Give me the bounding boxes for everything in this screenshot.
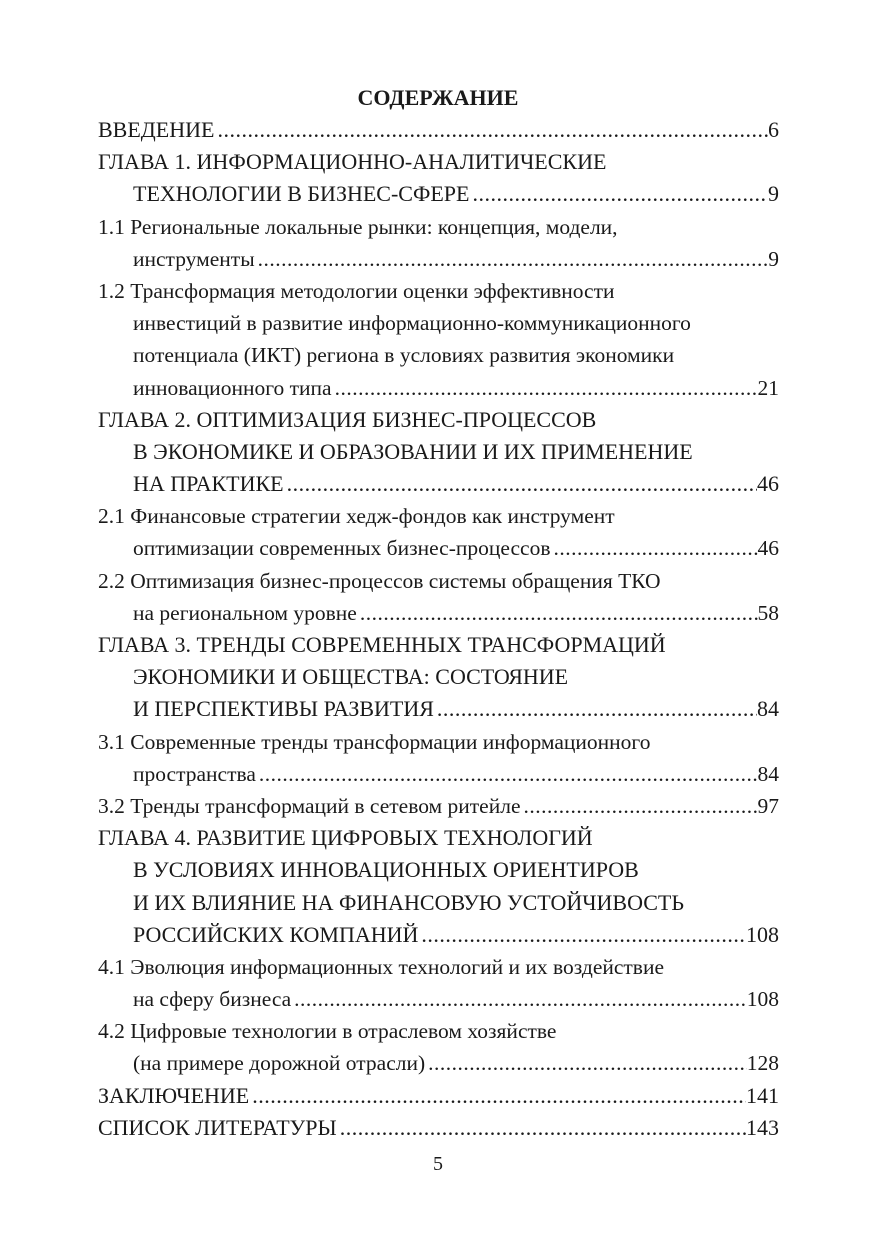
toc-page-number: 108 <box>746 921 779 947</box>
toc-entry-text: 3.1 Современные тренды трансформации информационного <box>98 729 651 754</box>
toc-entry <box>98 629 779 726</box>
toc-entry-line-with-page <box>98 1047 779 1079</box>
toc-entry <box>98 114 779 146</box>
toc-entry-text: ТЕХНОЛОГИИ В БИЗНЕС-СФЕРЕ <box>133 181 470 207</box>
toc-entry-line-with-page <box>98 597 779 629</box>
toc-entry <box>98 404 779 501</box>
toc-entry-text: 4.1 Эволюция информационных технологий и их воздействие <box>98 954 665 979</box>
toc-entry-text: РОССИЙСКИХ КОМПАНИЙ <box>133 921 419 947</box>
dot-leader <box>256 758 758 790</box>
toc-entry-text: ЭКОНОМИКИ И ОБЩЕСТВА: СОСТОЯНИЕ <box>133 664 569 690</box>
toc-entry-text: 3.2 Тренды трансформаций в сетевом ритейле <box>98 793 521 818</box>
toc-entry-line-with-page <box>98 243 779 275</box>
toc-page-number: 46 <box>757 536 779 561</box>
toc-entry <box>98 951 779 1015</box>
toc-page-number: 108 <box>746 987 779 1012</box>
toc-entry-text: на сферу бизнеса <box>133 987 292 1012</box>
dot-leader <box>214 114 768 146</box>
toc-page-number: 97 <box>757 793 779 818</box>
toc-entry-line-with-page <box>98 372 779 404</box>
dot-leader <box>357 597 758 629</box>
toc-entry-text: потенциала (ИКТ) региона в условиях развития экономики <box>133 343 675 368</box>
toc-entry-text: инвестиций в развитие информационно-коммуникационного <box>133 311 691 336</box>
toc-entry <box>98 790 779 822</box>
dot-leader <box>284 468 757 500</box>
dot-leader <box>434 693 757 725</box>
toc-entry-text: инструменты <box>133 246 255 271</box>
toc-page-number: 9 <box>768 181 779 207</box>
toc-page-number: 84 <box>757 761 779 786</box>
toc-entry-line-with-page <box>98 1112 779 1144</box>
toc-entry-text: И ИХ ВЛИЯНИЕ НА ФИНАНСОВУЮ УСТОЙЧИВОСТЬ <box>133 889 684 915</box>
toc-entry-text: (на примере дорожной отрасли) <box>133 1051 426 1076</box>
toc-entry-line-with-page <box>98 983 779 1015</box>
toc-entry-text: оптимизации современных бизнес-процессов <box>133 536 551 561</box>
dot-leader <box>418 919 746 951</box>
toc-page-number: 128 <box>746 1051 779 1076</box>
dot-leader <box>521 790 758 822</box>
toc-entry-line-with-page <box>98 693 779 725</box>
toc-entry-text: НА ПРАКТИКЕ <box>133 471 284 497</box>
toc-entry-text: 1.2 Трансформация методологии оценки эффективности <box>98 278 615 303</box>
toc-entry-text: на региональном уровне <box>133 600 357 625</box>
page-title: СОДЕРЖАНИЕ <box>357 85 519 110</box>
toc-entry-text: ГЛАВА 3. ТРЕНДЫ СОВРЕМЕННЫХ ТРАНСФОРМАЦИЙ <box>98 632 666 657</box>
toc-entry <box>98 1080 779 1112</box>
toc-page-number: 9 <box>768 246 779 271</box>
toc-entry <box>98 565 779 629</box>
toc-entry-line-with-page <box>98 114 779 146</box>
toc-entry <box>98 1112 779 1144</box>
dot-leader <box>249 1080 746 1112</box>
toc-page-number: 141 <box>746 1082 779 1108</box>
toc-entry-text: В ЭКОНОМИКЕ И ОБРАЗОВАНИИ И ИХ ПРИМЕНЕНИЕ <box>133 438 693 464</box>
dot-leader <box>255 243 769 275</box>
toc-entry-text: ВВЕДЕНИЕ <box>98 117 215 142</box>
toc-entry-text: 2.2 Оптимизация бизнес-процессов системы обращения ТКО <box>98 568 661 593</box>
toc-entry <box>98 211 779 275</box>
toc-page-number: 84 <box>757 696 779 722</box>
toc-entry-text: ГЛАВА 1. ИНФОРМАЦИОННО-АНАЛИТИЧЕСКИЕ <box>98 149 607 175</box>
toc-entry <box>98 146 779 210</box>
toc-entry <box>98 500 779 564</box>
dot-leader <box>550 532 757 564</box>
toc-entry-text: СПИСОК ЛИТЕРАТУРЫ <box>98 1114 337 1140</box>
dot-leader <box>425 1047 747 1079</box>
toc-entry-text: 1.1 Региональные локальные рынки: концепция, модели, <box>98 214 618 239</box>
toc-entry <box>98 275 779 404</box>
toc-entry <box>98 1015 779 1079</box>
toc-entry-line-with-page <box>98 532 779 564</box>
toc-page-number: 6 <box>768 117 779 142</box>
toc-page-number: 143 <box>746 1114 779 1140</box>
toc-entry-line-with-page <box>98 468 779 500</box>
page-number: 5 <box>433 1153 443 1175</box>
toc-entry-text: инновационного типа <box>133 375 332 400</box>
toc-entry-text: 4.2 Цифровые технологии в отраслевом хозяйстве <box>98 1019 557 1044</box>
dot-leader <box>332 372 758 404</box>
toc-page-number: 46 <box>757 471 779 497</box>
dot-leader <box>291 983 747 1015</box>
toc-entry-line-with-page <box>98 178 779 210</box>
toc-entry-text: ЗАКЛЮЧЕНИЕ <box>98 1082 250 1108</box>
toc-entry-line-with-page <box>98 758 779 790</box>
dot-leader <box>337 1112 746 1144</box>
dot-leader <box>469 178 768 210</box>
toc-entry-text: И ПЕРСПЕКТИВЫ РАЗВИТИЯ <box>133 696 434 722</box>
toc-entry-text: В УСЛОВИЯХ ИННОВАЦИОННЫХ ОРИЕНТИРОВ <box>133 857 639 883</box>
toc-entry-line-with-page <box>98 1080 779 1112</box>
toc-entry-text: ГЛАВА 4. РАЗВИТИЕ ЦИФРОВЫХ ТЕХНОЛОГИЙ <box>98 825 593 851</box>
toc-entry <box>98 726 779 790</box>
table-of-contents <box>98 114 779 1144</box>
toc-entry-line-with-page <box>98 790 779 822</box>
toc-entry-text: 2.1 Финансовые стратегии хедж-фондов как инструмент <box>98 504 615 529</box>
toc-entry-text: ГЛАВА 2. ОПТИМИЗАЦИЯ БИЗНЕС-ПРОЦЕССОВ <box>98 406 597 432</box>
toc-entry-line-with-page <box>98 919 779 951</box>
toc-page-number: 21 <box>757 375 779 400</box>
toc-page-number: 58 <box>757 600 779 625</box>
toc-entry <box>98 822 779 951</box>
toc-entry-text: пространства <box>133 761 256 786</box>
